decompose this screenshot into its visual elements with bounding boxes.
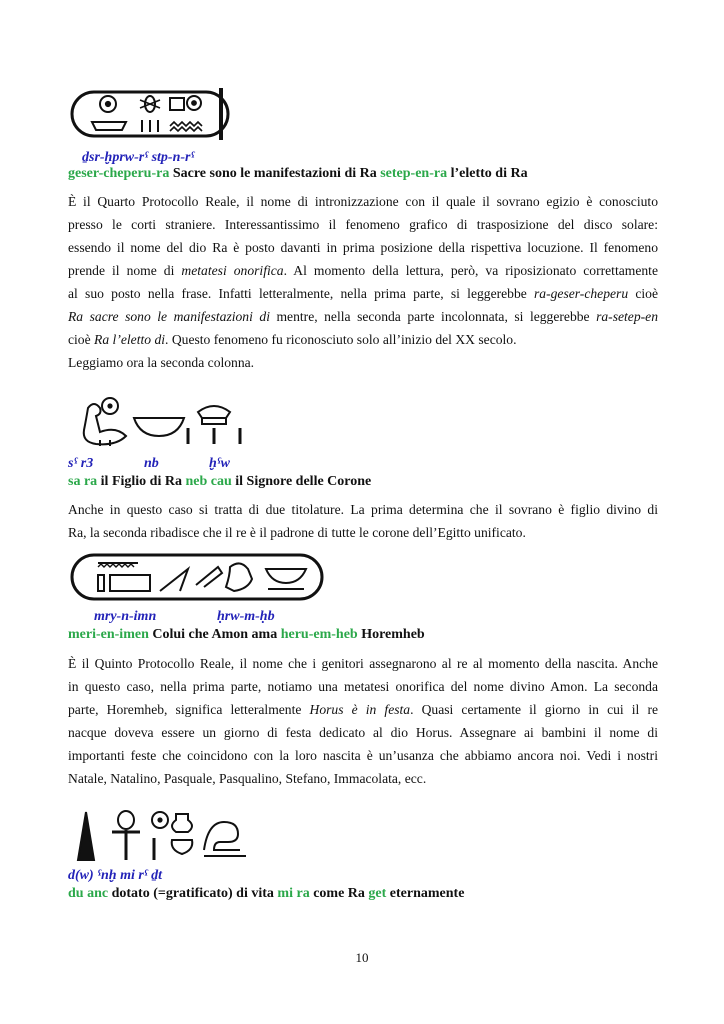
paragraph-line: in questo caso, nella prima parte, notiamo una metatesi onorifica del nome divino Amon. La seconda [68,679,658,694]
cartouche-glyph-1 [70,86,230,142]
reading-2b: neb cau [185,474,232,489]
transliteration-2a: sˁ r3 [68,456,94,471]
reading-1a: geser-cheperu-ra [68,166,170,181]
meaning-4c: eternamente [386,886,465,901]
paragraph-line: prende il nome di metatesi onorifica. Al momento della lettura, però, va riposizionato correttamente [68,263,658,278]
italic-term: Ra l’eletto di [94,332,166,347]
transliteration-4: d(w) ˁnḫ mi rˁ ḏt [68,868,163,883]
italic-term: Ra sacre sono le manifestazioni di [68,309,270,324]
reading-4a: du anc [68,886,109,901]
italic-term: ra-setep-en [596,309,658,324]
hieroglyph-glyph-2 [70,394,250,450]
paragraph-line: Ra, la seconda ribadisce che il re è il padrone di tutte le corone dell’Egitto unificato. [68,525,526,540]
paragraph-line: al suo posto nella frase. Infatti letteralmente, nella prima parte, si leggerebbe ra-geser-cheperu cioè [68,286,658,301]
page-number: 10 [355,950,369,965]
paragraph-line: Ra sacre sono le manifestazioni di mentre, nella seconda parte incolonnata, si leggerebbe ra-setep-en [68,309,658,324]
reading-2a: sa ra [68,474,98,489]
meaning-4a: dotato (=gratificato) di vita [108,886,278,901]
transliteration-2b: nb [144,456,159,471]
reading-4b: mi ra [277,886,310,901]
meaning-2a: il Figlio di Ra [97,474,186,489]
reading-1b: setep-en-ra [380,166,448,181]
transliteration-2c: ḫˁw [209,456,230,471]
reading-3b: heru-em-heb [280,627,358,642]
reading-4c: get [368,886,387,901]
meaning-3b: Horemheb [357,627,425,642]
paragraph-line: importanti feste che coincidono con la loro nascita è un’usanza che abbiamo ancora noi. Vedi i nostri [68,748,658,763]
paragraph-line: Anche in questo caso si tratta di due titolature. La prima determina che il sovrano è figlio divino di [68,502,658,517]
paragraph-1 [68,190,658,374]
paragraph-line: Leggiamo ora la seconda colonna. [68,355,255,370]
reading-3a: meri-en-imen [68,627,149,642]
meaning-2b: il Signore delle Corone [231,474,372,489]
paragraph-line: Natale, Natalino, Pasquale, Pasqualino, Stefano, Immacolata, ecc. [68,771,427,786]
hieroglyph-glyph-4 [70,806,250,864]
paragraph-2 [68,498,658,544]
paragraph-3 [68,652,658,790]
italic-term: metatesi onorifica [181,263,284,278]
italic-term: Horus è in festa [309,702,411,717]
meaning-1a: Sacre sono le manifestazioni di Ra [169,166,381,181]
paragraph-line: essendo il nome del dio Ra è posto davanti in prima posizione della rispettiva locuzione. Il fenomeno [68,240,658,255]
meaning-3a: Colui che Amon ama [148,627,281,642]
headline-4 [68,886,464,902]
meaning-4b: come Ra [309,886,369,901]
headline-2 [68,474,371,490]
cartouche-glyph-3 [70,551,330,603]
transliteration-3a: mry-n-imn [94,609,157,624]
italic-term: ra-geser-cheperu [534,286,629,301]
paragraph-line: nacque doveva essere un giorno di festa dedicato al dio Horus. Assegnare ai bambini il nome di [68,725,658,740]
paragraph-line: È il Quarto Protocollo Reale, il nome di intronizzazione con il quale il sovrano egizio è conosciuto [68,194,658,209]
paragraph-line: cioè Ra l’eletto di. Questo fenomeno fu riconosciuto solo all’inizio del XX secolo. [68,332,517,347]
headline-1 [68,166,528,182]
meaning-1b: l’eletto di Ra [447,166,528,181]
transliteration-3b: ḥrw-m-ḥb [217,609,275,624]
paragraph-line: presso le corti straniere. Interessantissimo il fenomeno grafico di trasposizione del disco solare: [68,217,658,232]
headline-3 [68,627,425,643]
transliteration-1: ḏsr-ḫprw-rˁ stp-n-rˁ [82,150,195,165]
paragraph-line: È il Quinto Protocollo Reale, il nome che i genitori assegnarono al re al momento della nascita. Anche [68,656,658,671]
paragraph-line: parte, Horemheb, significa letteralmente Horus è in festa. Quasi certamente il giorno in cui il re [68,702,659,717]
